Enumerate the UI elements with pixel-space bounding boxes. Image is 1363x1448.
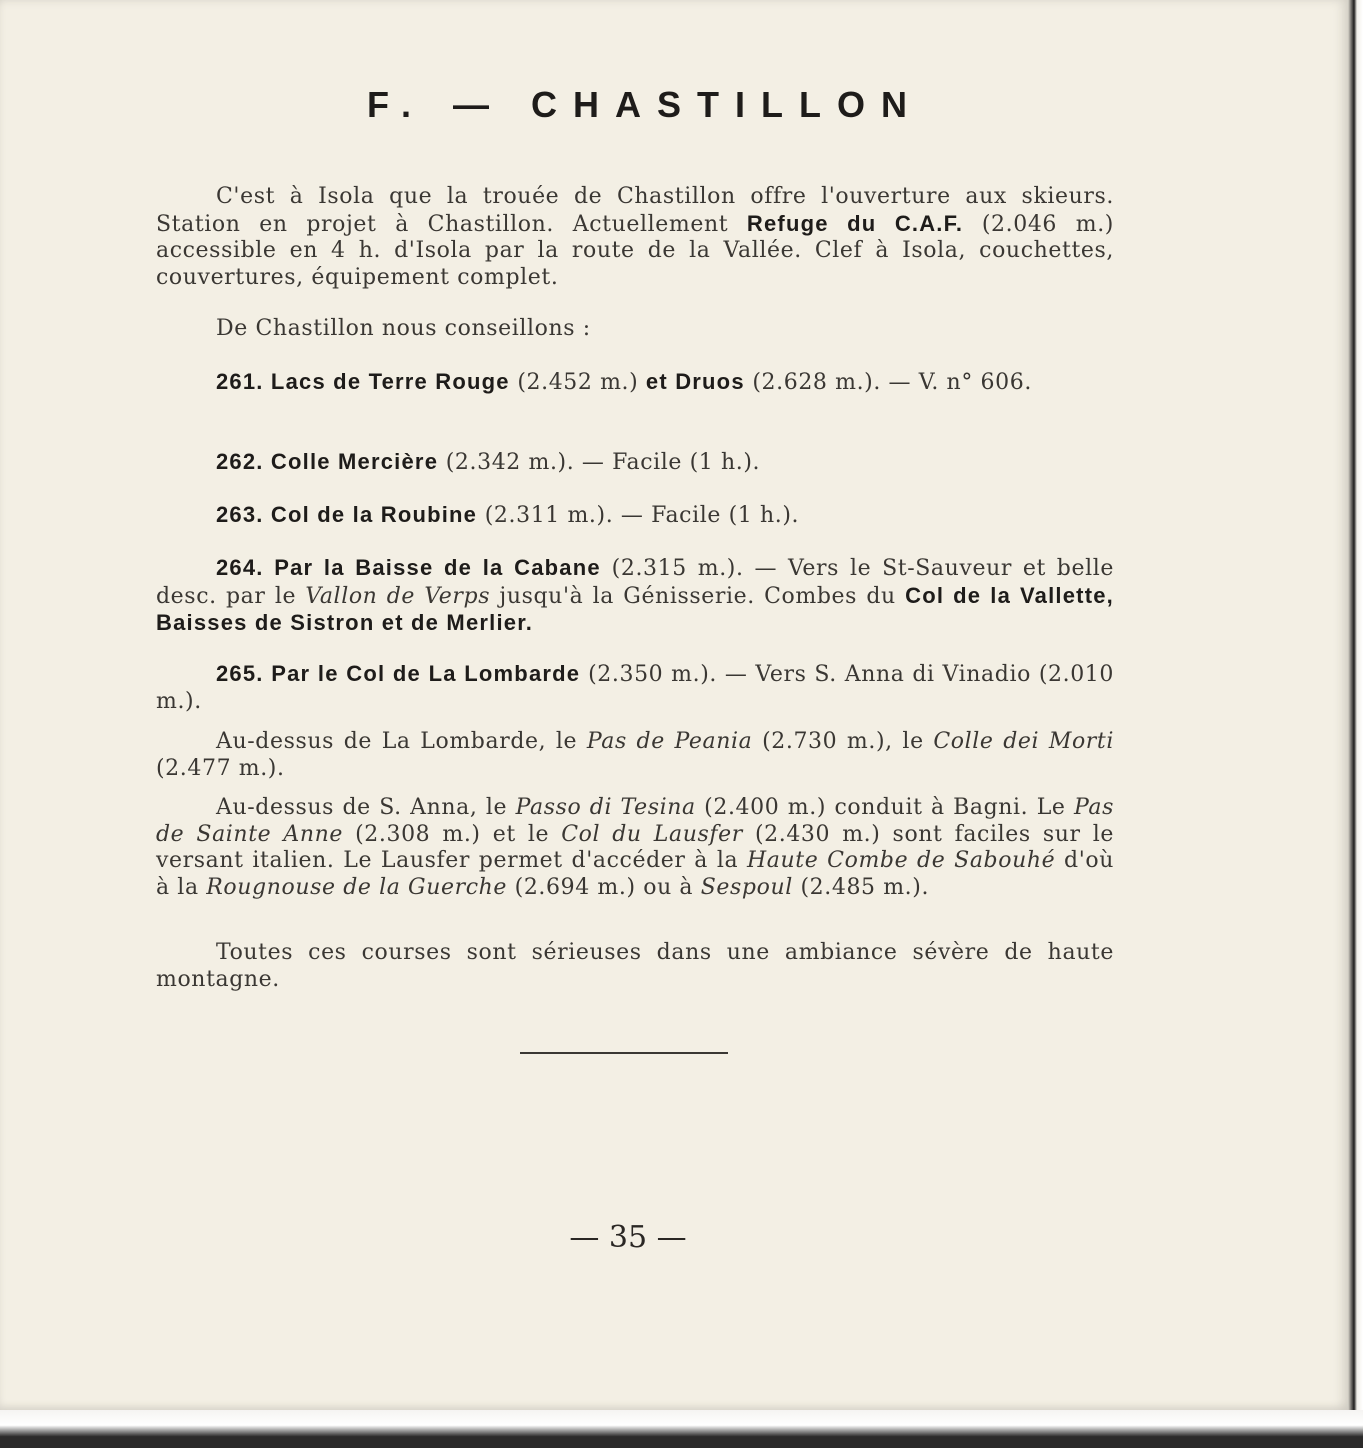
route-263-text: (2.311 m.). — Facile (1 h.). <box>477 503 800 528</box>
route-263 <box>156 502 1114 530</box>
route-262-text: (2.342 m.). — Facile (1 h.). <box>438 450 761 475</box>
anna-text: Au-dessus de S. Anna, le <box>216 795 516 820</box>
route-261-text-2: (2.628 m.). — V. n° 606. <box>744 370 1032 395</box>
advice-paragraph <box>156 316 1114 343</box>
lombarde-place-1: Pas de Peania <box>586 729 753 754</box>
route-261 <box>156 369 1114 397</box>
lombarde-text: Au-dessus de La Lombarde, le <box>216 729 587 754</box>
advice-text: De Chastillon nous conseillons : <box>216 316 591 341</box>
route-265-title: 265. Par le Col de La Lombarde <box>216 661 581 686</box>
route-264 <box>156 555 1114 638</box>
anna-place-3: Col du Lausfer <box>561 821 743 847</box>
refuge-name: Refuge du C.A.F. <box>746 210 964 236</box>
page-edge <box>1348 0 1363 1410</box>
route-264-title-2: Col de la Vallette, Baisses de Sistron et de Merlier. <box>156 582 1114 635</box>
route-261-title-2: et Druos <box>645 369 745 394</box>
route-261-text: (2.452 m.) <box>509 370 646 395</box>
anna-paragraph <box>156 795 1114 901</box>
anna-place-2: Pas de Sainte Anne <box>156 795 1115 847</box>
intro-text-2: (2.046 m.) accessible en 4 h. d'Isola par la route de la Vallée. Clef à Isola, couchettes, couvertures, équipement complet. <box>156 211 1114 290</box>
anna-text-2: (2.400 m.) conduit à Bagni. Le <box>695 795 1074 820</box>
route-264-text: (2.315 m.). — Vers le St-Sauveur et belle desc. par le <box>156 556 1114 609</box>
route-265-text: (2.350 m.). — Vers S. Anna di Vinadio (2.010 m.). <box>156 662 1114 714</box>
route-265 <box>156 661 1114 715</box>
lombarde-place-2: Colle dei Morti <box>933 729 1115 754</box>
anna-text-3: (2.308 m.) et le <box>343 821 562 847</box>
anna-text-5: d'où à la <box>156 848 1114 900</box>
section-title: F. — CHASTILLON <box>367 84 923 125</box>
anna-place-4: Haute Combe de Sabouhé <box>747 848 1056 873</box>
route-263-title: 263. Col de la Roubine <box>216 502 478 527</box>
closing-paragraph <box>156 940 1114 993</box>
lombarde-text-2: (2.730 m.), le <box>752 729 934 754</box>
route-262-title: 262. Colle Mercière <box>216 449 439 474</box>
scan-bottom-strip <box>0 1410 1363 1448</box>
anna-text-7: (2.485 m.). <box>792 874 930 900</box>
intro-paragraph <box>156 184 1114 291</box>
route-262 <box>156 449 1114 477</box>
route-261-title: 261. Lacs de Terre Rouge <box>216 369 510 394</box>
intro-text: C'est à Isola que la trouée de Chastillon offre l'ouverture aux skieurs. Station en projet à Chastillon. Actuellement <box>156 184 1114 237</box>
anna-place-1: Passo di Tesina <box>515 795 696 820</box>
route-264-title: 264. Par la Baisse de la Cabane <box>216 555 601 580</box>
lombarde-text-3: (2.477 m.). <box>156 755 285 781</box>
anna-text-4: (2.430 m.) sont faciles sur le versant italien. Le Lausfer permet d'accéder à la <box>156 821 1114 873</box>
anna-place-6: Sespoul <box>700 874 793 900</box>
anna-place-5: Rougnouse de la Guerche <box>206 874 508 900</box>
section-divider <box>520 1052 728 1054</box>
anna-text-6: (2.694 m.) ou à <box>507 874 701 900</box>
route-264-text-2: jusqu'à la Génisserie. Combes du <box>490 583 906 609</box>
lombarde-paragraph <box>156 729 1114 782</box>
closing-text: Toutes ces courses sont sérieuses dans une ambiance sévère de haute montagne. <box>156 940 1114 992</box>
page-number: — 35 — <box>569 1220 687 1255</box>
route-264-place: Vallon de Verps <box>305 583 491 609</box>
